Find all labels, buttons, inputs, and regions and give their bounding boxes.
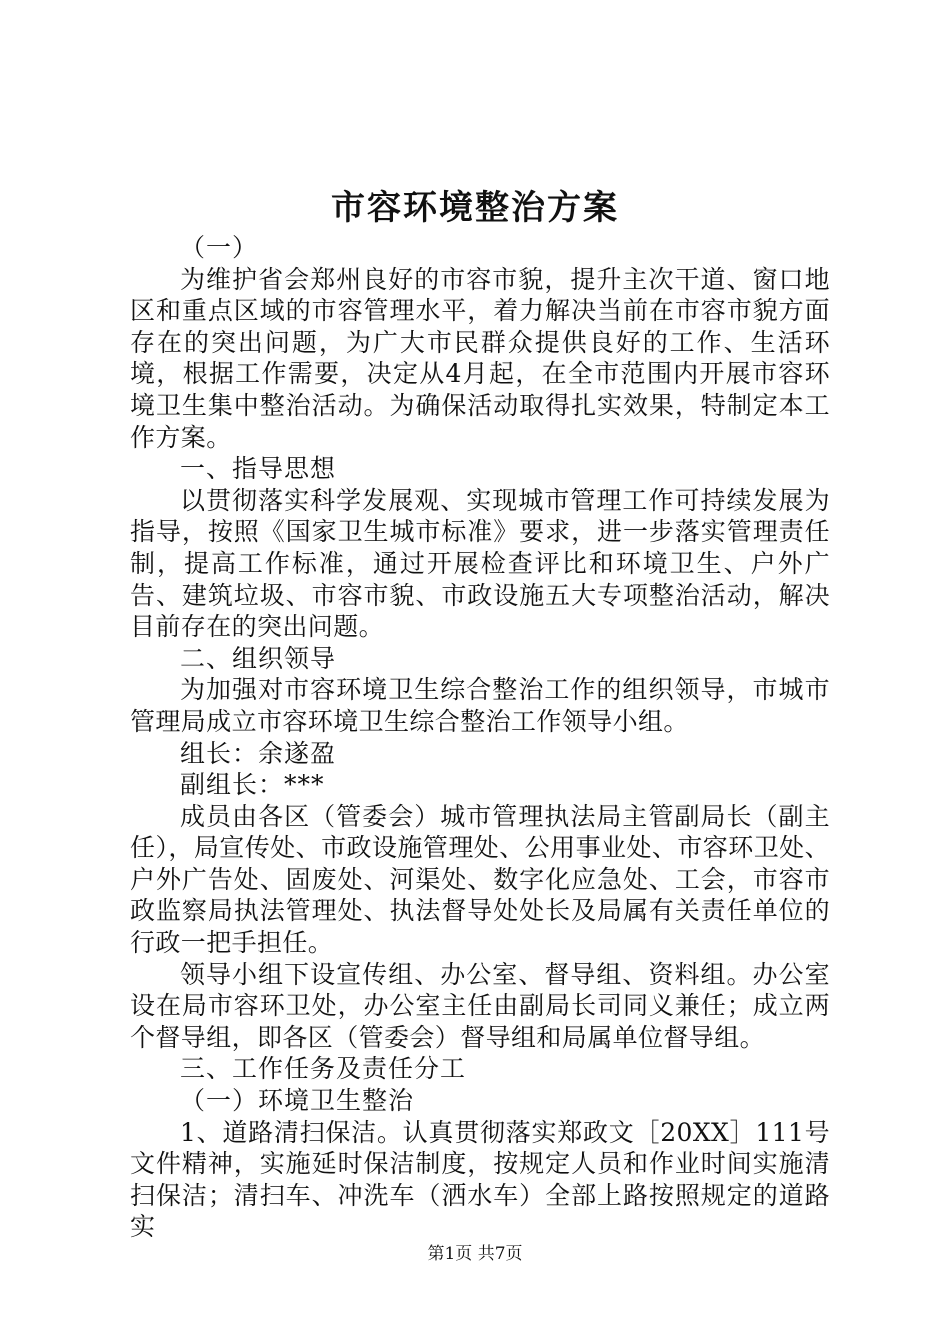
groups-paragraph: 领导小组下设宣传组、办公室、督导组、资料组。办公室设在局市容环卫处，办公室主任由副局长司同义兼任；成立两个督导组，即各区（管委会）督导组和局属单位督导组。: [130, 959, 830, 1052]
members-paragraph: 成员由各区（管委会）城市管理执法局主管副局长（副主任），局宣传处、市政设施管理处、公用事业处、市容环卫处、户外广告处、固废处、河渠处、数字化应急处、工会，市容市政监察局执法管理处、执法督导处处长及局属有关责任单位的行政一把手担任。: [130, 801, 830, 958]
section-marker: （一）: [180, 233, 259, 262]
heading-guiding-thought: 一、指导思想: [180, 454, 337, 484]
document-title: 市容环境整治方案: [331, 188, 619, 228]
deputy-leader-line: 副组长：***: [180, 770, 325, 800]
subheading-sanitation: （一）环境卫生整治: [180, 1086, 415, 1116]
leader-line: 组长：余遂盈: [180, 738, 337, 768]
intro-paragraph: 为维护省会郑州良好的市容市貌，提升主次干道、窗口地区和重点区域的市容管理水平，着力解决当前在市容市貌方面存在的突出问题，为广大市民群众提供良好的工作、生活环境，根据工作需要，决定从4月起，在全市范围内开展市容环境卫生集中整治活动。为确保活动取得扎实效果，特制定本工作方案。: [130, 264, 830, 452]
document-body: [130, 232, 830, 1243]
guiding-thought-paragraph: 以贯彻落实科学发展观、实现城市管理工作可持续发展为指导，按照《国家卫生城市标准》要求，进一步落实管理责任制，提高工作标准，通过开展检查评比和环境卫生、户外广告、建筑垃圾、市容市貌、市政设施五大专项整治活动，解决目前存在的突出问题。: [130, 485, 830, 642]
heading-tasks: 三、工作任务及责任分工: [180, 1054, 467, 1084]
organization-paragraph: 为加强对市容环境卫生综合整治工作的组织领导，市城市管理局成立市容环境卫生综合整治工作领导小组。: [130, 675, 830, 736]
street-cleaning-paragraph: 1、道路清扫保洁。认真贯彻落实郑政文［20XX］111号文件精神，实施延时保洁制度，按规定人员和作业时间实施清扫保洁；清扫车、冲洗车（洒水车）全部上路按照规定的道路实: [130, 1117, 830, 1242]
heading-organization: 二、组织领导: [180, 643, 337, 673]
page-footer: 第1页 共7页: [427, 1244, 523, 1264]
